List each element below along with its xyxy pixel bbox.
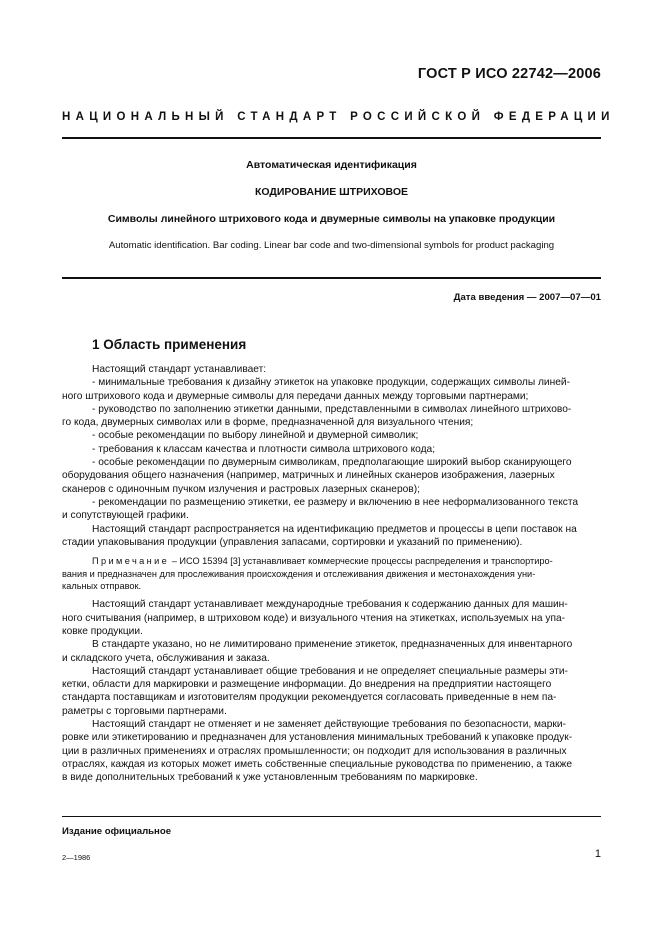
text-line: в виде дополнительных требований к уже установленным требованиям по маркировке. (62, 772, 478, 784)
text-line: го кода, двумерных символах или в форме, предназначенной для визуального чтения; (62, 417, 474, 429)
text-line: - рекомендации по размещению этикетки, ее размеру и включению в нее неформализованного текста (92, 496, 579, 508)
text-line: Настоящий стандарт распространяется на идентификацию предметов и процессы в цепи поставок на (92, 523, 577, 535)
text-line: В стандарте указано, но не лимитировано применение этикеток, предназначенных для инвентарного (92, 639, 573, 651)
title-line-1: Автоматическая идентификация (246, 159, 417, 171)
text-line: - особые рекомендации по выбору линейной и двумерной символик; (92, 430, 419, 442)
text-line: ного считывания (например, в штриховом коде) и визуального чтения на этикетках, используемых на упа- (62, 612, 566, 624)
text-line: Настоящий стандарт устанавливает международные требования к содержанию данных для машин- (92, 599, 568, 611)
page-number: 1 (594, 848, 601, 860)
intro-date: Дата введения — 2007—07—01 (453, 292, 601, 303)
text-line: ного штрихового кода и двумерные символы для передачи данных между торговыми партнерами; (62, 390, 529, 402)
section-title: 1 Область применения (92, 337, 247, 352)
gost-number: ГОСТ Р ИСО 22742—2006 (417, 66, 601, 82)
text-line: ции в различных применениях и отраслях промышленности; он подходит для использования в различных (62, 745, 567, 757)
text-line: и складского учета, обслуживания и заказа. (62, 652, 270, 664)
note-line: кальных отправок. (62, 580, 142, 591)
text-line: - минимальные требования к дизайну этикеток на упаковке продукции, содержащих символы линей- (92, 377, 570, 389)
section-body (62, 363, 602, 785)
text-line: кетки, области для маркировки и размещение информации. До внедрения на предприятии настоящего (62, 679, 552, 691)
note-text: – ИСО 15394 [3] устанавливает коммерческие процессы распределения и транспортиро- (169, 556, 553, 567)
text-line: и сопутствующей графики. (62, 510, 189, 522)
text-line: Настоящий стандарт не отменяет и не заменяет действующие требования по безопасности, марки- (92, 719, 566, 731)
text-line: - требования к классам качества и плотности символа штрихового кода; (92, 443, 436, 455)
text-line: отраслях, каждая из которых может иметь собственные специальные руководства по применению, а также (62, 758, 573, 770)
middle-divider (62, 277, 601, 279)
title-line-2: КОДИРОВАНИЕ ШТРИХОВОЕ (254, 186, 409, 198)
note-line (62, 555, 602, 567)
top-divider (62, 137, 601, 139)
text-line: Настоящий стандарт устанавливает: (92, 364, 267, 375)
text-line: Настоящий стандарт устанавливает общие требования и не определяет специальные размеры эти- (92, 665, 568, 677)
text-line: стадии упаковывания продукции (управления запасами, сортировки и указаний по применению). (62, 536, 523, 548)
text-line: - особые рекомендации по двумерным символикам, предполагающие широкий выбор сканирующего (92, 457, 572, 469)
edition-label: Издание официальное (62, 826, 172, 837)
note-label: Примечание (92, 556, 170, 567)
title-line-3: Символы линейного штрихового кода и двумерные символы на упаковке продукции (107, 213, 556, 225)
footer-divider (62, 816, 601, 817)
text-line: сканеров с одиночным пучком излучения и растровых лазерных сканеров); (62, 483, 420, 495)
text-line: раметры с торговыми партнерами. (62, 705, 227, 717)
text-line: ковке продукции. (62, 625, 143, 637)
note-block (62, 555, 602, 592)
title-english: Automatic identification. Bar coding. Linear bar code and two-dimensional symbols for product packaging (108, 240, 555, 251)
text-line: стандарта поставщикам и изготовителям продукции рекомендуется согласовать приведенные в нем па- (62, 692, 557, 704)
text-line: - руководство по заполнению этикетки данными, представленными в символах линейного штрихово- (92, 403, 572, 415)
text-line: ровке или этикетированию и предназначен для установления минимальных требований к упаковке продук- (62, 732, 573, 744)
text-line: оборудования общего назначения (например, матричных и линейных сканеров изображения, лазерных (62, 470, 555, 482)
national-standard-banner: НАЦИОНАЛЬНЫЙ СТАНДАРТ РОССИЙСКОЙ ФЕДЕРАЦИИ (62, 111, 615, 123)
note-line: вания и предназначен для прослеживания происхождения и отслеживания движения и местонахождения уни- (62, 568, 536, 579)
print-code: 2—1986 (62, 853, 91, 862)
